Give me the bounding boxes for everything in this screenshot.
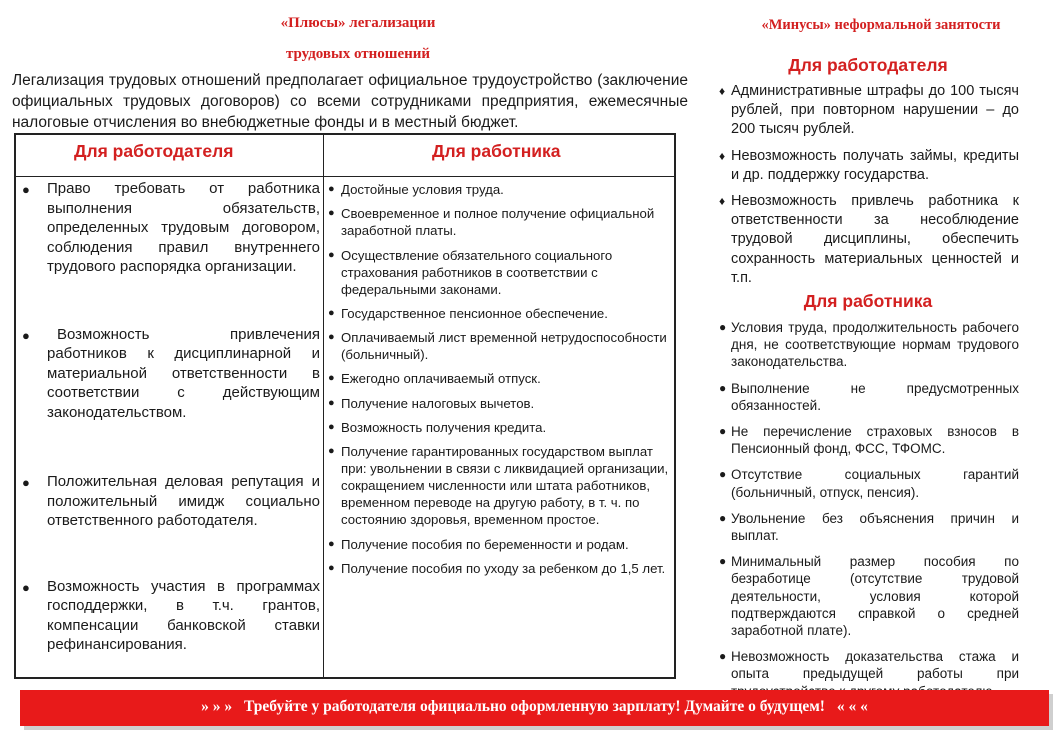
list-item: ♦ Невозможность получать займы, кредиты и др. поддержку государства. bbox=[719, 147, 1019, 183]
intro-paragraph: Легализация трудовых отношений предполагает официальное трудоустройство (заключение официальных трудовых договоров) со всеми сотрудниками предприятия, ежемесячные налоговые отчисления во внебюджетные фонды и в местный бюджет. bbox=[12, 72, 688, 131]
table-header-employer: Для работодателя bbox=[74, 141, 234, 161]
list-item: ● Не перечисление страховых взносов в Пенсионный фонд, ФСС, ТФОМС. bbox=[719, 424, 1019, 457]
list-item: ● Возможность получения кредита. bbox=[328, 420, 547, 436]
list-item: ● Право требовать от работника выполнения обязательств, определенных трудовым договором, соблюдения правил внутреннего трудового распорядка организации. bbox=[22, 180, 320, 275]
bullet-icon: ● bbox=[22, 579, 30, 595]
bullet-icon: ● bbox=[328, 372, 335, 385]
minuses-header-employer: Для работодателя bbox=[788, 55, 948, 75]
bullet-icon: ● bbox=[328, 248, 335, 261]
bullet-icon: ● bbox=[719, 424, 727, 439]
bullet-icon: ● bbox=[328, 561, 335, 574]
list-item: ● Отсутствие социальных гарантий (больничный, отпуск, пенсия). bbox=[719, 467, 1019, 500]
list-item: ● Минимальный размер пособия по безработице (отсутствие трудовой деятельности, условия которой подтверждаются справкой о средней заработной плате). bbox=[719, 554, 1019, 639]
pluses-table bbox=[14, 133, 676, 679]
list-item: ● Осуществление обязательного социального страхования работников в соответствии с федеральными законами. bbox=[328, 247, 613, 297]
pluses-title bbox=[0, 8, 716, 70]
banner-shadow bbox=[1049, 694, 1053, 728]
table-header-employee: Для работника bbox=[432, 141, 561, 161]
bullet-icon: ● bbox=[719, 320, 727, 334]
minuses-title: «Минусы» неформальной занятости bbox=[761, 17, 1001, 33]
bullet-icon: ● bbox=[328, 537, 335, 550]
bullet-icon: ● bbox=[328, 421, 335, 434]
employee-risks-list bbox=[719, 319, 1019, 685]
bullet-icon: ● bbox=[22, 475, 30, 490]
list-item: ● Положительная деловая репутация и положительный имидж социально ответственного работодателя. bbox=[22, 473, 320, 529]
bullet-icon: ● bbox=[328, 207, 335, 220]
list-item: ● Получение пособия по беременности и родам. bbox=[328, 536, 629, 552]
list-item: ● Выполнение не предусмотренных обязанностей. bbox=[719, 380, 1019, 413]
minuses-header-employee: Для работника bbox=[803, 291, 933, 311]
banner-arrows-right: « « « bbox=[836, 698, 868, 715]
call-to-action-banner bbox=[20, 690, 1049, 726]
bullet-icon: ● bbox=[719, 510, 727, 525]
banner-shadow bbox=[24, 726, 1053, 730]
bullet-icon: ● bbox=[328, 183, 335, 195]
bullet-icon: ● bbox=[719, 554, 727, 569]
list-item: ● Ежегодно оплачиваемый отпуск. bbox=[328, 371, 541, 387]
list-item: ● Своевременное и полное получение официальной заработной платы. bbox=[328, 206, 655, 239]
table-header-divider bbox=[16, 176, 674, 177]
bullet-icon: ● bbox=[719, 649, 727, 664]
list-item: ● Достойные условия труда. bbox=[328, 182, 504, 197]
pluses-title-line1: «Плюсы» легализации bbox=[280, 15, 436, 31]
list-item: ● Увольнение без объяснения причин и выплат. bbox=[719, 510, 1019, 544]
diamond-bullet-icon: ♦ bbox=[719, 84, 726, 98]
bullet-icon: ● bbox=[22, 327, 30, 343]
banner-arrows-left: » » » bbox=[201, 698, 233, 715]
list-item: ● Получение гарантированных государством выплат при: увольнении в связи с ликвидацией организации, сокращением численности или штата работников, временном переводе на другую работу, в т. ч. по состоянию здоровья, временном простое. bbox=[328, 444, 669, 528]
bullet-icon: ● bbox=[719, 467, 727, 482]
bullet-icon: ● bbox=[719, 380, 727, 395]
list-item: ● Возможность привлечения работников к дисциплинарной и материальной ответственности в соответствии с действующим законодательством. bbox=[22, 325, 320, 421]
employer-risks-list bbox=[719, 82, 1019, 295]
bullet-icon: ● bbox=[328, 445, 335, 458]
bullet-icon: ● bbox=[22, 182, 30, 197]
list-item: ● Оплачиваемый лист временной нетрудоспособности (больничный). bbox=[328, 330, 667, 363]
list-item: ● Получение пособия по уходу за ребенком до 1,5 лет. bbox=[328, 560, 666, 576]
list-item: ♦ Невозможность привлечь работника к ответственности за несоблюдение трудовой дисциплины, обеспечить сохранность материальных ценностей и т.п. bbox=[719, 193, 1019, 286]
list-item: ● Возможность участия в программах господдержки, в т.ч. грантов, компенсации банковской ставки рефинансирования. bbox=[22, 577, 320, 653]
list-item: ● Получение налоговых вычетов. bbox=[328, 395, 535, 411]
list-item: ♦ Административные штрафы до 100 тысяч рублей, при повторном нарушении – до 200 тысяч рублей. bbox=[719, 83, 1019, 138]
bullet-icon: ● bbox=[328, 306, 335, 319]
list-item: ● Невозможность доказательства стажа и опыта предыдущей работы при bbox=[719, 649, 1019, 682]
employer-benefits-list bbox=[20, 179, 320, 655]
list-item: ● Условия труда, продолжительность рабочего дня, не соответствующие нормам трудового законодательства. bbox=[719, 320, 1019, 370]
bullet-icon: ● bbox=[328, 396, 335, 409]
diamond-bullet-icon: ♦ bbox=[719, 194, 726, 209]
diamond-bullet-icon: ♦ bbox=[719, 148, 726, 163]
employee-benefits-list bbox=[328, 181, 672, 584]
pluses-title-line2: трудовых отношений bbox=[285, 46, 431, 62]
list-item: ● Государственное пенсионное обеспечение. bbox=[328, 305, 608, 321]
banner-text: Требуйте у работодателя официально оформленную зарплату! Думайте о будущем! bbox=[244, 698, 825, 715]
table-column-divider bbox=[323, 135, 324, 677]
bullet-icon: ● bbox=[328, 331, 335, 344]
